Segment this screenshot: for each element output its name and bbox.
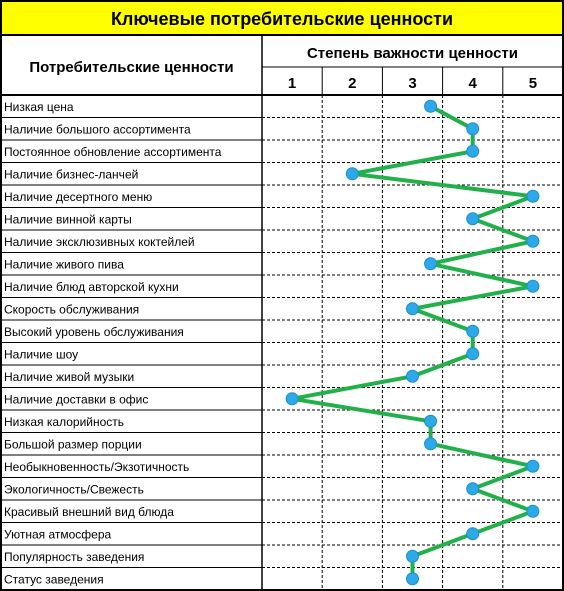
category-label: Высокий уровень обслуживания bbox=[4, 325, 184, 339]
data-point bbox=[346, 168, 358, 180]
category-label: Популярность заведения bbox=[4, 550, 145, 564]
data-point bbox=[467, 528, 479, 540]
category-label: Скорость обслуживания bbox=[4, 302, 140, 317]
category-label: Необыкновенность/Экзотичность bbox=[4, 460, 190, 474]
data-point bbox=[425, 100, 437, 112]
category-label: Низкая калорийность bbox=[4, 415, 125, 429]
data-point bbox=[425, 438, 437, 450]
x-tick-label: 4 bbox=[468, 75, 477, 92]
data-point bbox=[467, 123, 479, 135]
data-point bbox=[527, 505, 539, 517]
category-label: Наличие блюд авторской кухни bbox=[4, 280, 179, 294]
category-label: Уютная атмосфера bbox=[4, 527, 112, 542]
x-tick-label: 3 bbox=[408, 75, 417, 92]
data-point bbox=[407, 303, 419, 315]
data-point bbox=[467, 213, 479, 225]
category-label: Наличие живого пива bbox=[4, 257, 124, 272]
category-label: Экологичность/Свежесть bbox=[4, 482, 144, 497]
data-point bbox=[527, 235, 539, 247]
data-point bbox=[425, 415, 437, 427]
data-point bbox=[407, 550, 419, 562]
category-label: Наличие шоу bbox=[4, 347, 79, 362]
data-point bbox=[527, 190, 539, 202]
category-label: Наличие большого ассортимента bbox=[4, 122, 191, 137]
category-label: Наличие доставки в офис bbox=[4, 392, 149, 407]
category-label: Наличие десертного меню bbox=[4, 190, 153, 204]
data-point bbox=[407, 573, 419, 585]
data-point bbox=[467, 348, 479, 360]
data-point bbox=[286, 393, 298, 405]
x-tick-label: 1 bbox=[287, 75, 297, 92]
category-label: Низкая цена bbox=[4, 100, 74, 114]
chart-title: Ключевые потребительские ценности bbox=[110, 9, 454, 29]
row-header: Потребительские ценности bbox=[29, 59, 234, 76]
data-point bbox=[527, 460, 539, 472]
data-point bbox=[425, 258, 437, 270]
category-label: Постоянное обновление ассортимента bbox=[4, 145, 222, 159]
x-tick-label: 5 bbox=[528, 75, 538, 92]
category-label: Наличие винной карты bbox=[4, 212, 132, 227]
category-label: Красивый внешний вид блюда bbox=[4, 505, 174, 519]
data-point bbox=[467, 325, 479, 337]
category-label: Статус заведения bbox=[4, 572, 104, 587]
data-point bbox=[407, 370, 419, 382]
category-label: Наличие бизнес-ланчей bbox=[4, 167, 139, 182]
data-point bbox=[527, 280, 539, 292]
data-point bbox=[467, 145, 479, 157]
data-point bbox=[467, 483, 479, 495]
category-label: Наличие живой музыки bbox=[4, 370, 135, 384]
column-header: Степень важности ценности bbox=[306, 45, 519, 62]
x-tick-label: 2 bbox=[348, 75, 357, 92]
category-label: Наличие эксклюзивных коктейлей bbox=[4, 235, 195, 249]
category-label: Большой размер порции bbox=[4, 437, 142, 452]
